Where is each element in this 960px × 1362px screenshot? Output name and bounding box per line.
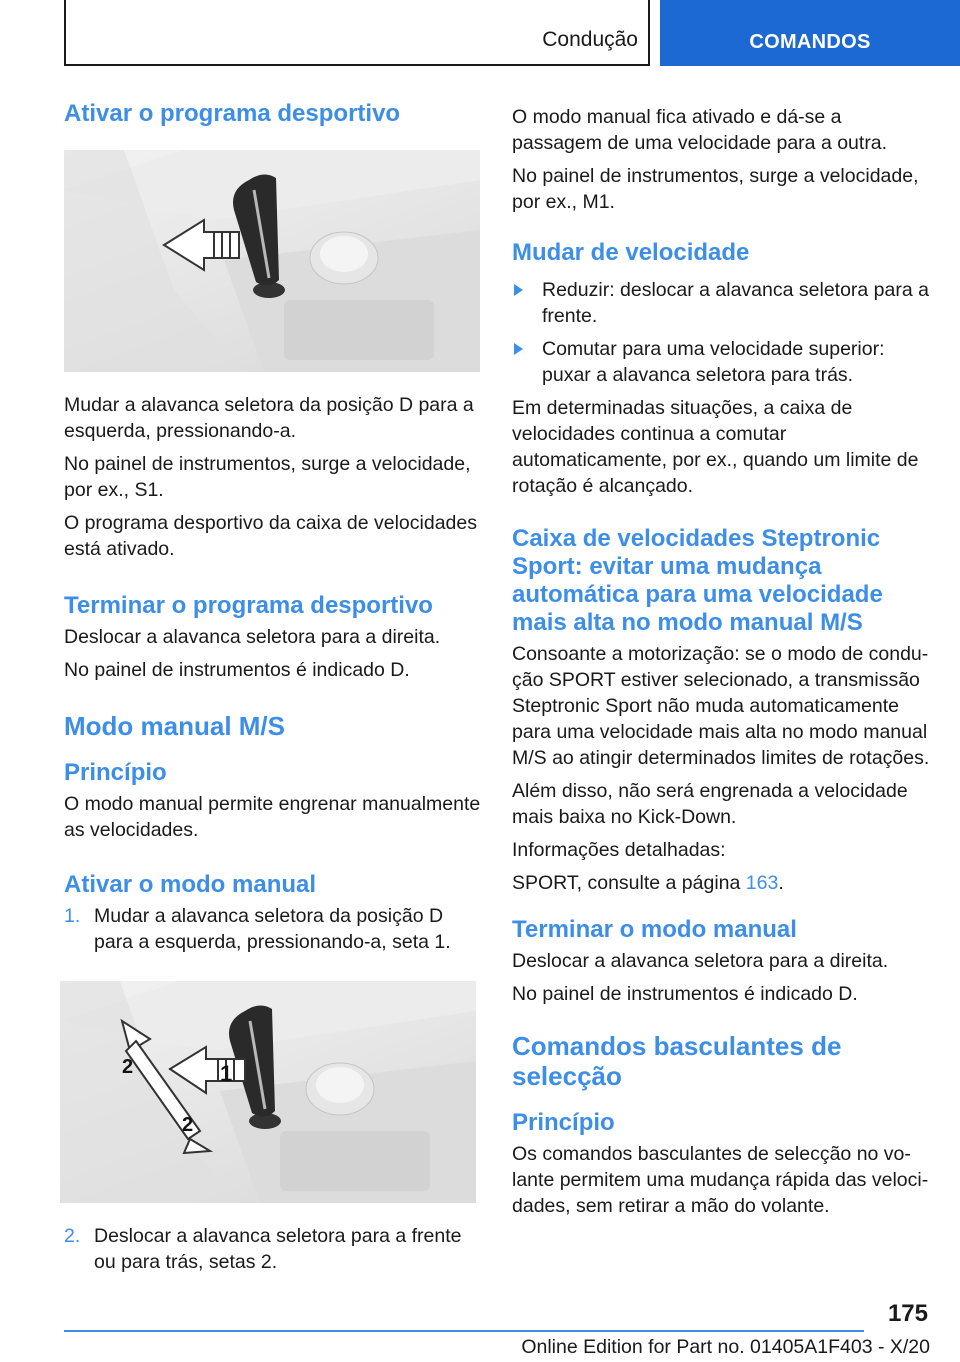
paragraph-with-link: [512, 870, 930, 896]
list-item: [64, 1223, 484, 1275]
paragraph: Deslocar a alavanca seletora para a direita.: [64, 626, 441, 648]
right-column: [512, 100, 930, 1226]
list-item: [512, 277, 930, 329]
header-divider: [648, 0, 650, 66]
arrow-label-1: 1: [220, 1061, 233, 1086]
arrow-label-2-bottom: 2: [182, 1114, 194, 1136]
header-section-title: Condução: [542, 28, 638, 51]
heading-principle: Princípio: [64, 759, 167, 786]
heading-terminate-manual: Terminar o modo manual: [512, 916, 797, 943]
paragraph: Os comandos basculantes de selecção no volante permitem uma mudança rápida das velocidades, sem retirar a mão do volante.: [512, 1143, 929, 1217]
list-item: [64, 903, 484, 955]
link-trail-text: .: [778, 872, 784, 894]
steps-list: [64, 903, 484, 955]
heading-activate-manual: Ativar o modo manual: [64, 871, 317, 898]
heading-activate-sport: Ativar o programa desportivo: [64, 100, 401, 127]
heading-steptronic-sport: Caixa de velocidades Steptronic Sport: evitar uma mudança automática para uma velocidade mais alta no modo manual M/S: [512, 525, 883, 636]
steps-list-continued: [64, 1223, 484, 1275]
triangle-bullet-icon: [514, 284, 523, 296]
paragraph: Em determinadas situações, a caixa de velocidades continua a comutar automaticamente, por ex., quando um limite de rotação é alcançado.: [512, 397, 919, 497]
paragraph: Deslocar a alavanca seletora para a direita.: [512, 950, 889, 972]
paragraph: Além disso, não será engrenada a velocidade mais baixa no Kick-Down.: [512, 780, 908, 828]
footer-edition: Online Edition for Part no. 01405A1F403 - X/20: [521, 1336, 930, 1358]
page-reference-link[interactable]: 163: [745, 872, 779, 894]
paragraph: Informações detalhadas:: [512, 839, 726, 861]
heading-manual-mode: Modo manual M/S: [64, 711, 285, 741]
gear-selector-illustration-manual: [60, 981, 476, 1203]
heading-change-gear: Mudar de velocidade: [512, 239, 750, 266]
paragraph: No painel de instrumentos, surge a velocidade, por ex., M1.: [512, 165, 919, 213]
triangle-bullet-icon: [514, 343, 523, 355]
gear-selector-illustration-sport: [64, 150, 480, 372]
paragraph: O programa desportivo da caixa de velocidades está ativado.: [64, 512, 477, 560]
footer-rule: [64, 1330, 864, 1332]
paragraph: O modo manual fica ativado e dá-se a passagem de uma velocidade para a outra.: [512, 106, 888, 154]
gear-selector-arrows-drawing: [60, 981, 476, 1203]
paragraph: No painel de instrumentos é indicado D.: [64, 659, 410, 681]
step-text: Mudar a alavanca seletora da posição D para a esquerda, pressionando-a, seta 1.: [94, 905, 451, 953]
step-number: 1.: [64, 905, 81, 927]
link-lead-text: SPORT, consulte a página: [512, 872, 746, 894]
left-column: [64, 100, 484, 1282]
header-chapter-tab: [660, 0, 960, 66]
paragraph: No painel de instrumentos é indicado D.: [512, 983, 858, 1005]
page-number: 175: [887, 1300, 928, 1327]
step-number: 2.: [64, 1225, 81, 1247]
arrow-label-2-top: 2: [122, 1056, 134, 1078]
bullet-text: Comutar para uma velocidade superior: puxar a alavanca seletora para trás.: [542, 338, 885, 386]
paragraph: No painel de instrumentos, surge a velocidade, por ex., S1.: [64, 453, 471, 501]
gear-selector-drawing: [64, 150, 480, 372]
header-bottom-rule: [64, 64, 650, 66]
list-item: [512, 336, 930, 388]
paragraph: Mudar a alavanca seletora da posição D para a esquerda, pressionando-a.: [64, 394, 474, 442]
chapter-label: COMANDOS: [749, 31, 871, 53]
bullet-text: Reduzir: deslocar a alavanca seletora para a frente.: [542, 279, 929, 327]
bullet-list: [512, 277, 930, 388]
paragraph: O modo manual permite engrenar manualmente as velocidades.: [64, 793, 481, 841]
heading-paddle-shifters: Comandos basculantes de selecção: [512, 1031, 842, 1091]
heading-principle-2: Princípio: [512, 1109, 615, 1136]
header-left-rule: [64, 0, 66, 66]
heading-terminate-sport: Terminar o programa desportivo: [64, 592, 433, 619]
step-text: Deslocar a alavanca seletora para a frente ou para trás, setas 2.: [94, 1225, 462, 1273]
paragraph: Consoante a motorização: se o modo de condução SPORT estiver selecionado, a transmissão Steptronic Sport não muda automaticamente para uma velocidade mais alta no modo manual M/S ao atingir determinados limites de rotações.: [512, 643, 930, 769]
